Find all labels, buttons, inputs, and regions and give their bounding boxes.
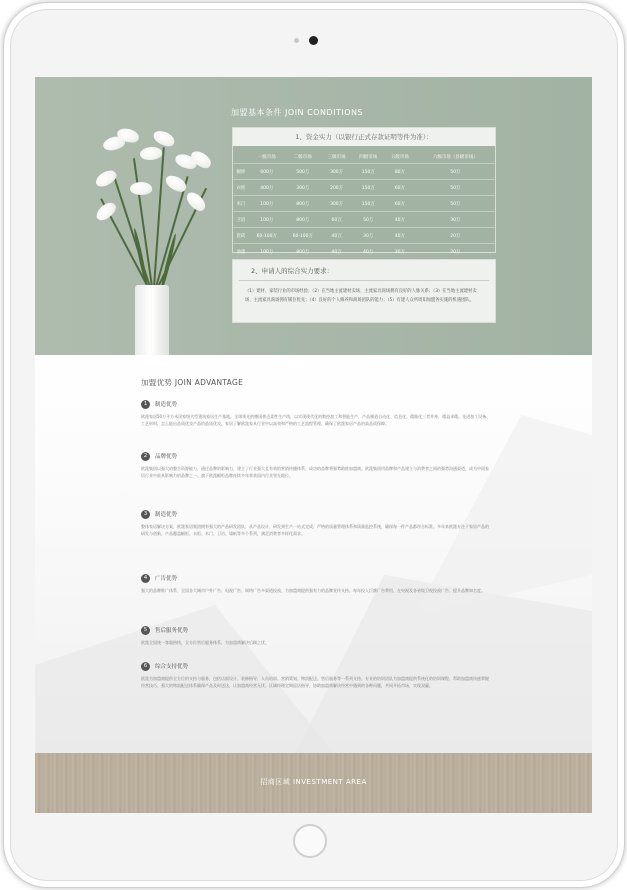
table-cell: 30万 xyxy=(352,228,384,244)
table-row xyxy=(233,164,495,180)
item-text: 欧派全国统一客服热线，全方位售后服务体系，为加盟商解决后顾之忧。 xyxy=(141,640,269,645)
investment-title: 招商区域 INVESTMENT AREA xyxy=(260,778,367,786)
table-cell: 100万 xyxy=(249,244,285,260)
advantage-item xyxy=(141,451,491,479)
item-number-badge: 5 xyxy=(141,626,150,635)
table-cell: 40万 xyxy=(384,228,416,244)
table-cell: 300万 xyxy=(321,196,353,212)
table-header: 二级市场 xyxy=(285,151,321,164)
table-cell: 150万 xyxy=(352,180,384,196)
table-header: 四级市场 xyxy=(352,151,384,164)
item-label: 品牌优势 xyxy=(155,454,178,460)
table-cell: 40万 xyxy=(321,228,353,244)
item-number-badge: 4 xyxy=(141,574,150,583)
table-cell: 100万 xyxy=(249,196,285,212)
front-sensor xyxy=(294,38,299,43)
table-cell: 150万 xyxy=(352,164,384,180)
item-label: 广告优势 xyxy=(155,576,178,582)
table-cell: 60万 xyxy=(384,196,416,212)
table-cell: 衣柜 xyxy=(233,180,249,196)
table-cell: 50万 xyxy=(416,180,495,196)
table-cell: 100万 xyxy=(249,212,285,228)
front-camera-icon xyxy=(309,36,318,45)
advantage-item xyxy=(141,661,491,689)
table-cell: 60-100万 xyxy=(285,228,321,244)
screen xyxy=(35,77,592,813)
table-cell: 800万 xyxy=(285,244,321,260)
home-button[interactable] xyxy=(293,824,327,858)
table-header: 六级市场（县级市场） xyxy=(416,151,495,164)
advantage-item xyxy=(141,573,491,595)
table-cell: 300万 xyxy=(321,164,353,180)
capital-table xyxy=(233,151,495,260)
item-number-badge: 1 xyxy=(141,400,150,409)
table-cell: 40万 xyxy=(321,244,353,260)
item-text: 欧派家居50万平方米国家级大型建筑家居生产基地，全球领先的德国豪迈柔性生产线，以实现现代化的数控加工和智能生产，产品制造自动化、信息化、精细化三者并举，精益求精。先进加工设备、工艺材料，怎么能出品质优良产品的品质优良，家居了解欧派家具行业中以高效和严格的工艺流程管理，确保了欧派家居产品的高品质保障。 xyxy=(141,414,491,426)
item-label: 制造优势 xyxy=(155,402,178,408)
capital-panel xyxy=(232,127,496,253)
table-cell: 30万 xyxy=(416,212,495,228)
table-cell: 20万 xyxy=(384,244,416,260)
item-number-badge: 2 xyxy=(141,452,150,461)
table-cell: 80万 xyxy=(384,164,416,180)
table-cell: 50万 xyxy=(416,164,495,180)
table-cell: 200万 xyxy=(321,180,353,196)
table-cell: 40万 xyxy=(384,212,416,228)
capital-title: 1、资金实力（以银行正式存款证明等件为准）： xyxy=(233,128,495,146)
table-header xyxy=(233,151,249,164)
table-cell: 800万 xyxy=(285,212,321,228)
table-row xyxy=(233,228,495,244)
table-header: 一级市场 xyxy=(249,151,285,164)
overall-strength-title: 2、申请人的综合实力要求： xyxy=(239,260,489,281)
table-cell: 木门 xyxy=(233,196,249,212)
table-header-row xyxy=(233,151,495,164)
item-text: 强大的品牌推广体系，全国各大城市户外广告、电视广告、网络广告多渠道投放，为加盟商提供强有力的品牌宣传支持。每年投入巨额广告费用，在央视及各省级卫视投放广告，提升品牌知名度。 xyxy=(141,588,485,593)
table-header: 五级市场 xyxy=(384,151,416,164)
item-text: 欧派为加盟商提供全方位的支持与服务，包括店面设计、装修指导、人员培训、营销策划、物流配送、售后服务等一系列支持。专业的培训团队为加盟商提供系统化的培训课程，帮助加盟商快速掌握经营技巧。强大的物流配送体系确保产品及时送达，让加盟商经营无忧。区域经理定期巡店指导，协助加盟商解决经营中遇到的各种问题，共同开拓市场，实现双赢。 xyxy=(141,676,489,688)
item-text: 整体家居解决方案，欧派家居集团拥有强大的产品研发团队，从产品设计、研发到生产一站式完成，严格的质量管理体系和质量监控系统，确保每一件产品都符合标准。多年来欧派专注于家居产品的研发与创新，产品覆盖橱柜、衣柜、木门、卫浴、墙纸等多个系列，满足消费者多样化需求。 xyxy=(141,524,489,536)
join-conditions-section xyxy=(35,77,592,355)
table-cell: 600万 xyxy=(249,164,285,180)
table-cell: 60万 xyxy=(384,180,416,196)
item-number-badge: 3 xyxy=(141,510,150,519)
table-cell: 瓷砖 xyxy=(233,228,249,244)
advantage-item xyxy=(141,509,491,537)
overall-strength-text: （1）建材、家装行业的市场经验；（2）在当地主流建材卖场、主流家具商场拥有良好的人脉关系；（3）在当地主流建材卖场、主流家具商场拥有铺位优先；（4）良好的个人修养和商场团队的能力；（5）有建人众所周知加盟各实施的机遇团队。 xyxy=(245,289,477,303)
table-header: 三级市场 xyxy=(321,151,353,164)
table-cell: 150万 xyxy=(352,196,384,212)
table-row xyxy=(233,244,495,260)
table-cell: 50万 xyxy=(352,212,384,228)
table-cell: 800万 xyxy=(285,196,321,212)
table-row xyxy=(233,212,495,228)
table-row xyxy=(233,196,495,212)
table-cell: 60万 xyxy=(321,212,353,228)
investment-area-section xyxy=(35,753,592,813)
table-cell: 20万 xyxy=(416,228,495,244)
table-row xyxy=(233,180,495,196)
table-cell: 500万 xyxy=(285,164,321,180)
advantage-title: 加盟优势 JOIN ADVANTAGE xyxy=(141,378,244,387)
table-cell: 卫浴 xyxy=(233,212,249,228)
item-number-badge: 6 xyxy=(141,662,150,671)
join-advantage-section xyxy=(35,355,592,753)
table-cell: 300万 xyxy=(285,180,321,196)
item-label: 综合支持优势 xyxy=(155,664,189,670)
table-cell: 油漆 xyxy=(233,244,249,260)
table-cell: 50万 xyxy=(416,196,495,212)
item-label: 制造优势 xyxy=(155,512,178,518)
overall-strength-panel xyxy=(232,259,496,323)
advantage-item xyxy=(141,399,491,427)
item-text: 欧派集团以强大的整合资源能力，通过品牌的影响力，建立了行业强大且有效的营销传播体系，成功的品牌将强势助推加盟商。欧派集团用品牌和产品建立与消费者之间的强势沟通渠道，成为中国家居行业中最具影响力的品牌之一。旗下欧派橱柜品牌连续多年荣获国内行业领先地位。 xyxy=(141,466,489,478)
advantage-item xyxy=(141,625,491,647)
table-cell: 60-100万 xyxy=(249,228,285,244)
table-cell: 40万 xyxy=(352,244,384,260)
table-cell: 400万 xyxy=(249,180,285,196)
item-label: 售后服务优势 xyxy=(155,628,189,634)
conditions-title: 加盟基本条件 JOIN CONDITIONS xyxy=(231,108,364,117)
table-cell: 橱柜 xyxy=(233,164,249,180)
table-cell: 20万 xyxy=(416,244,495,260)
